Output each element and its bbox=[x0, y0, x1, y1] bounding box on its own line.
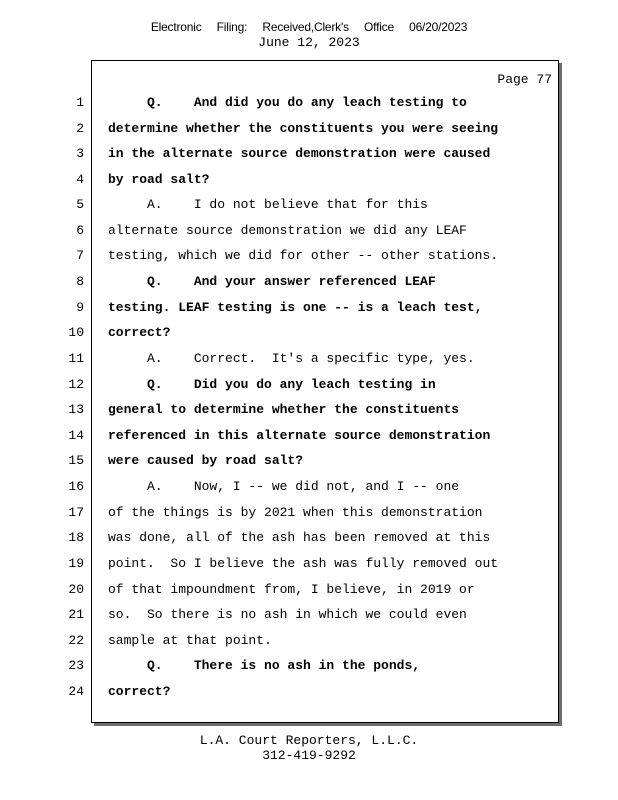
transcript-line: testing, which we did for other -- other stations. bbox=[108, 248, 499, 263]
filing-stamp bbox=[0, 20, 618, 34]
line-number: 1 bbox=[76, 95, 84, 110]
line-number: 15 bbox=[68, 453, 84, 468]
reporter-company: L.A. Court Reporters, L.L.C. bbox=[199, 733, 419, 748]
line-number: 10 bbox=[68, 325, 84, 340]
line-number: 9 bbox=[76, 300, 84, 315]
filing-stamp-word: Received,Clerk's bbox=[262, 20, 349, 34]
line-number: 13 bbox=[68, 402, 84, 417]
line-number: 7 bbox=[76, 248, 84, 263]
transcript-line: Q. Did you do any leach testing in bbox=[108, 377, 436, 392]
filing-stamp-word: 06/20/2023 bbox=[409, 20, 468, 34]
transcript-line: Q. There is no ash in the ponds, bbox=[108, 658, 421, 673]
line-number: 22 bbox=[68, 633, 84, 648]
line-number: 24 bbox=[68, 684, 84, 699]
line-number: 11 bbox=[68, 351, 84, 366]
line-number: 4 bbox=[76, 172, 84, 187]
transcript-line: correct? bbox=[108, 325, 171, 340]
transcript-line: correct? bbox=[108, 684, 171, 699]
line-number: 12 bbox=[68, 377, 84, 392]
transcript-line: point. So I believe the ash was fully removed out bbox=[108, 556, 499, 571]
transcript-line: Q. And your answer referenced LEAF bbox=[108, 274, 436, 289]
line-number: 2 bbox=[76, 121, 84, 136]
line-number: 14 bbox=[68, 428, 84, 443]
transcript-line: A. Correct. It's a specific type, yes. bbox=[108, 351, 475, 366]
transcript-line: was done, all of the ash has been removed at this bbox=[108, 530, 491, 545]
filing-stamp-word: Office bbox=[364, 20, 394, 34]
line-number: 6 bbox=[76, 223, 84, 238]
footer bbox=[0, 733, 618, 763]
line-number: 3 bbox=[76, 146, 84, 161]
line-number: 16 bbox=[68, 479, 84, 494]
transcript-line: Q. And did you do any leach testing to bbox=[108, 95, 467, 110]
line-number: 23 bbox=[68, 658, 84, 673]
transcript-line: by road salt? bbox=[108, 172, 210, 187]
line-number: 19 bbox=[68, 556, 84, 571]
transcript-line: A. Now, I -- we did not, and I -- one bbox=[108, 479, 460, 494]
line-number: 5 bbox=[76, 197, 84, 212]
transcript-line: alternate source demonstration we did any LEAF bbox=[108, 223, 467, 238]
line-number: 21 bbox=[68, 607, 84, 622]
transcript-line: testing. LEAF testing is one -- is a leach test, bbox=[108, 300, 483, 315]
transcript-line: determine whether the constituents you were seeing bbox=[108, 121, 499, 136]
transcript-line: in the alternate source demonstration were caused bbox=[108, 146, 491, 161]
transcript-line: of the things is by 2021 when this demonstration bbox=[108, 505, 483, 520]
hearing-date: June 12, 2023 bbox=[258, 35, 360, 50]
line-number: 20 bbox=[68, 582, 84, 597]
page-number: Page 77 bbox=[497, 72, 552, 87]
line-number: 17 bbox=[68, 505, 84, 520]
transcript-line: of that impoundment from, I believe, in 2019 or bbox=[108, 582, 475, 597]
transcript-line: referenced in this alternate source demonstration bbox=[108, 428, 491, 443]
line-number: 8 bbox=[76, 274, 84, 289]
transcript-line: A. I do not believe that for this bbox=[108, 197, 428, 212]
line-number: 18 bbox=[68, 530, 84, 545]
filing-stamp-word: Filing: bbox=[216, 20, 248, 34]
filing-stamp-word: Electronic bbox=[150, 20, 202, 34]
transcript-line: were caused by road salt? bbox=[108, 453, 304, 468]
transcript-line: so. So there is no ash in which we could even bbox=[108, 607, 467, 622]
transcript-line: sample at that point. bbox=[108, 633, 272, 648]
reporter-phone: 312-419-9292 bbox=[262, 748, 356, 763]
transcript-line: general to determine whether the constituents bbox=[108, 402, 460, 417]
